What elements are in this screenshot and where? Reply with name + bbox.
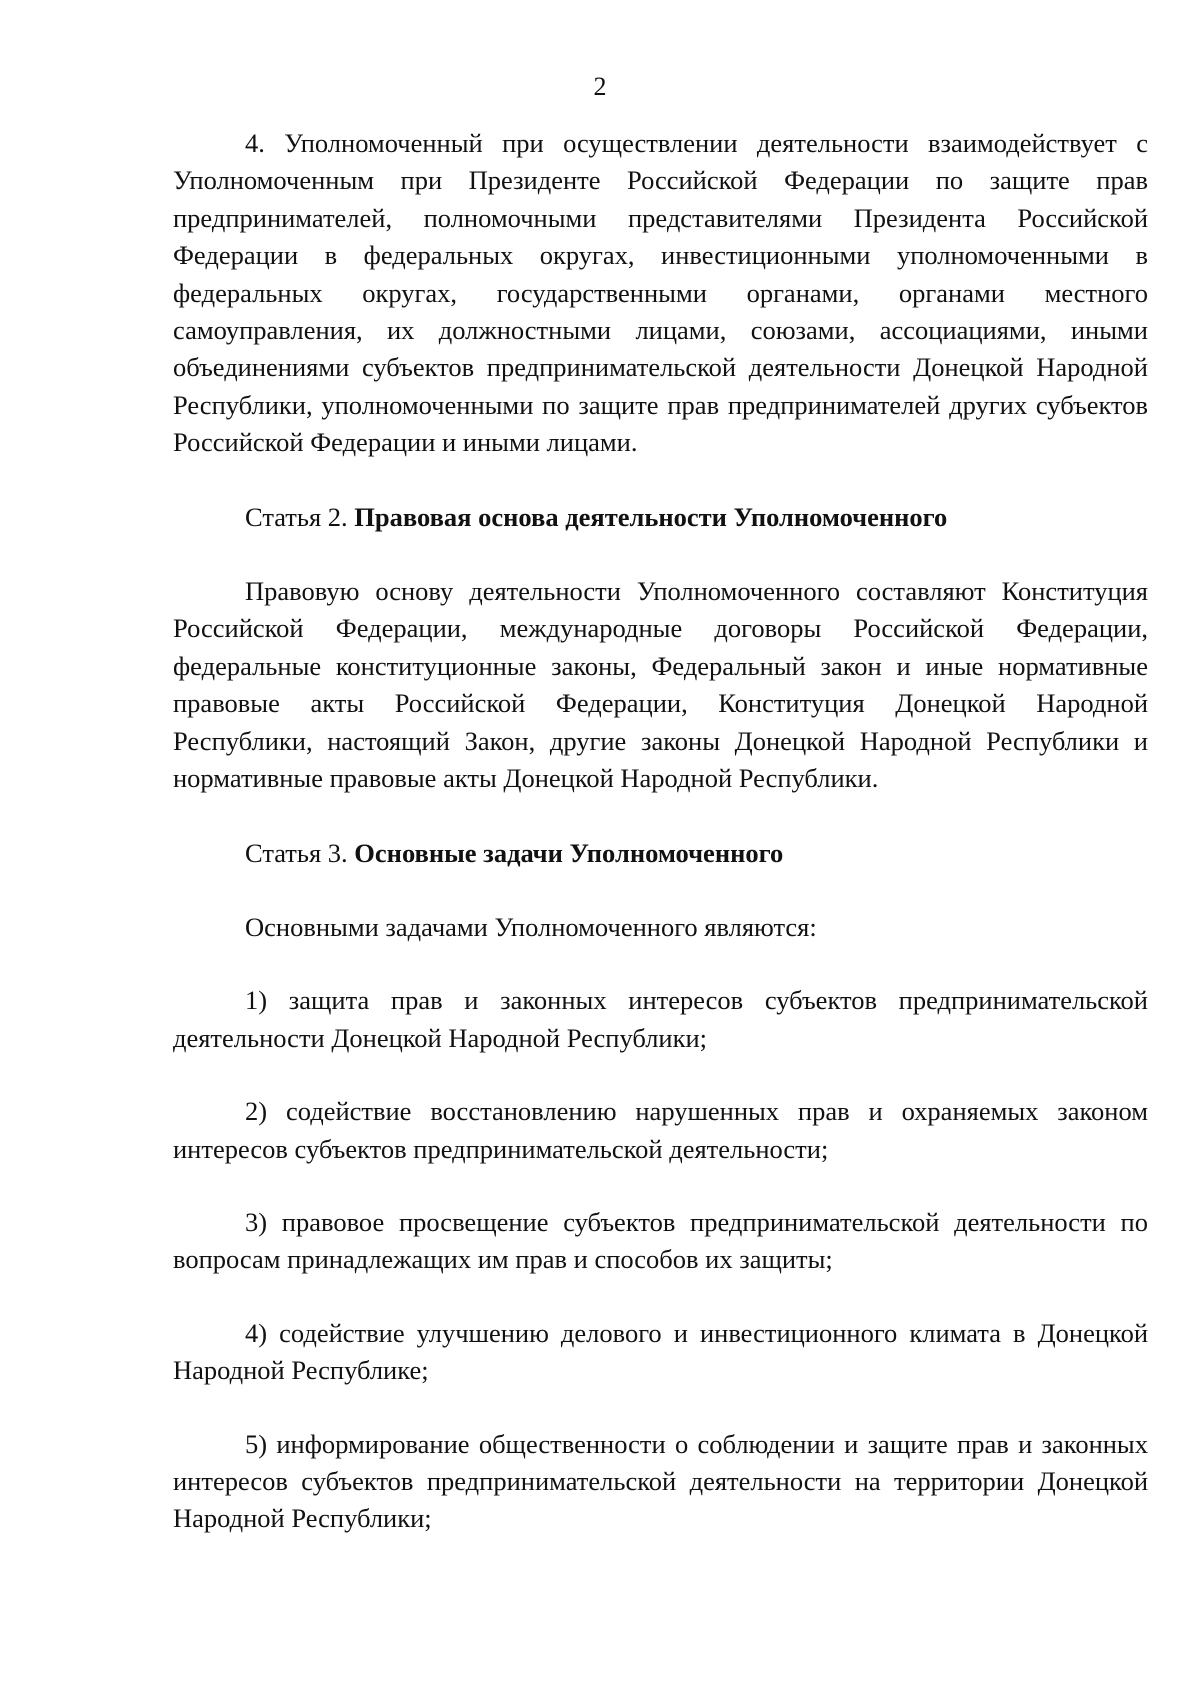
article3-item-2: 2) содействие восстановлению нарушенных прав и охраняемых законом интересов субъектов предпринимательской деятельности; [173, 1096, 1148, 1164]
article3-label: Статья 3. [245, 837, 348, 868]
article2-label: Статья 2. [245, 501, 348, 532]
article3-intro: Основными задачами Уполномоченного являются: [245, 911, 817, 942]
article2-text: Правовую основу деятельности Уполномоченного составляют Конституция Российской Федерации, международные договоры Российской Федерации, федеральные конституционные законы, Федеральный закон и иные нормативные правовые акты Российской Федерации, Конституция Донецкой Народной Республики, настоящий Закон, другие законы Донецкой Народной Республики и нормативные правовые акты Донецкой Народной Республики. [173, 576, 1148, 794]
article3-item-1: 1) защита прав и законных интересов субъектов предпринимательской деятельности Донецкой Народной Республики; [173, 985, 1148, 1053]
article3-heading [173, 835, 1148, 872]
article3-item-5: 5) информирование общественности о соблюдении и защите прав и законных интересов субъектов предпринимательской деятельности на территории Донецкой Народной Республики; [173, 1428, 1148, 1534]
document-body [173, 125, 1148, 1538]
article1-paragraph-4: 4. Уполномоченный при осуществлении деятельности взаимодействует с Уполномоченным при Президенте Российской Федерации по защите прав предпринимателей, полномочными представителями Президента Российской Федерации в федеральных округах, инвестиционными уполномоченными в федеральных округах, государственными органами, органами местного самоуправления, их должностными лицами, союзами, ассоциациями, иными объединениями субъектов предпринимательской деятельности Донецкой Народной Республики, уполномоченными по защите прав предпринимателей других субъектов Российской Федерации и иными лицами. [173, 128, 1148, 458]
article2-heading [173, 499, 1148, 536]
article3-item-3: 3) правовое просвещение субъектов предпринимательской деятельности по вопросам принадлежащих им прав и способов их защиты; [173, 1206, 1148, 1275]
article3-title: Основные задачи Уполномоченного [354, 837, 784, 868]
page-number: 2 [593, 72, 607, 101]
article3-item-4: 4) содействие улучшению делового и инвестиционного климата в Донецкой Народной Республике; [173, 1317, 1148, 1386]
article2-title: Правовая основа деятельности Уполномоченного [354, 501, 948, 532]
